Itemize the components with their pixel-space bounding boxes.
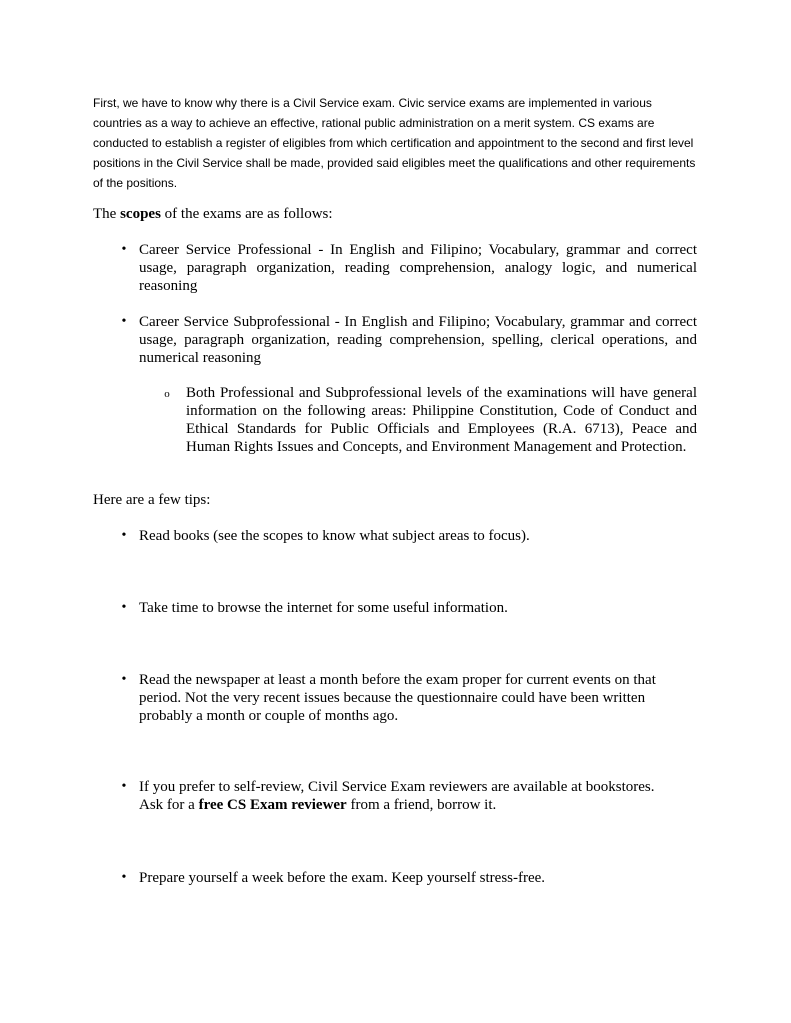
scope-note: Both Professional and Subprofessional levels of the examinations will have general information on the following areas: Philippine Constitution, Code of Conduct and Ethical Standards for Public Officials and Employees (R.A. 6713), Peace and Human Rights Issues and Concepts, and Environment Management and Protection.: [186, 385, 697, 455]
scope-item-professional: Career Service Professional - In English and Filipino; Vocabulary, grammar and correct usage, paragraph organization, reading comprehension, analogy logic, and numerical reasoning: [139, 242, 697, 294]
tip-reviewer-line2-after: from a friend, borrow it.: [346, 797, 497, 813]
tip-item-internet: Take time to browse the internet for some useful information.: [139, 600, 508, 616]
tip-item-reviewer: [139, 778, 697, 814]
tip-newspaper-line2: period. Not the very recent issues because the questionnaire could have been written: [139, 690, 646, 706]
bullet-icon: •: [121, 314, 127, 329]
scope-item-subprofessional: Career Service Subprofessional - In English and Filipino; Vocabulary, grammar and correct usage, paragraph organization, reading comprehension, spelling, clerical operations, and numerical reasoning: [139, 314, 697, 366]
scopes-heading-bold: scopes: [120, 206, 161, 222]
intro-paragraph: First, we have to know why there is a Civil Service exam. Civic service exams are implemented in various countries as a way to achieve an effective, rational public administration on a merit system. CS exams are conducted to establish a register of eligibles from which certification and appointment to the second and first level positions in the Civil Service shall be made, provided said eligibles meet the qualifications and other requirements of the positions.: [93, 96, 696, 190]
bullet-icon: •: [121, 528, 127, 543]
tip-newspaper-line3: probably a month or couple of months ago.: [139, 708, 399, 724]
tip-item-books: Read books (see the scopes to know what subject areas to focus).: [139, 528, 530, 544]
tip-reviewer-line1: If you prefer to self-review, Civil Service Exam reviewers are available at bookstores.: [139, 779, 655, 795]
tip-item-newspaper: [139, 671, 697, 725]
scopes-heading: [93, 205, 333, 223]
bullet-icon: •: [121, 870, 127, 885]
bullet-icon: •: [121, 779, 127, 794]
scopes-heading-after: of the exams are as follows:: [160, 206, 333, 222]
tips-heading: Here are a few tips:: [93, 492, 211, 508]
tip-reviewer-line2-before: Ask for a: [139, 797, 199, 813]
bullet-icon: •: [121, 672, 127, 687]
tip-reviewer-bold: free CS Exam reviewer: [198, 797, 347, 813]
tip-item-prepare: Prepare yourself a week before the exam. Keep yourself stress-free.: [139, 870, 546, 886]
bullet-icon: •: [121, 600, 127, 615]
tip-newspaper-line1: Read the newspaper at least a month before the exam proper for current events on that: [139, 672, 656, 688]
circle-bullet-icon: o: [164, 388, 170, 400]
scopes-heading-before: The: [93, 206, 121, 222]
bullet-icon: •: [121, 242, 127, 257]
